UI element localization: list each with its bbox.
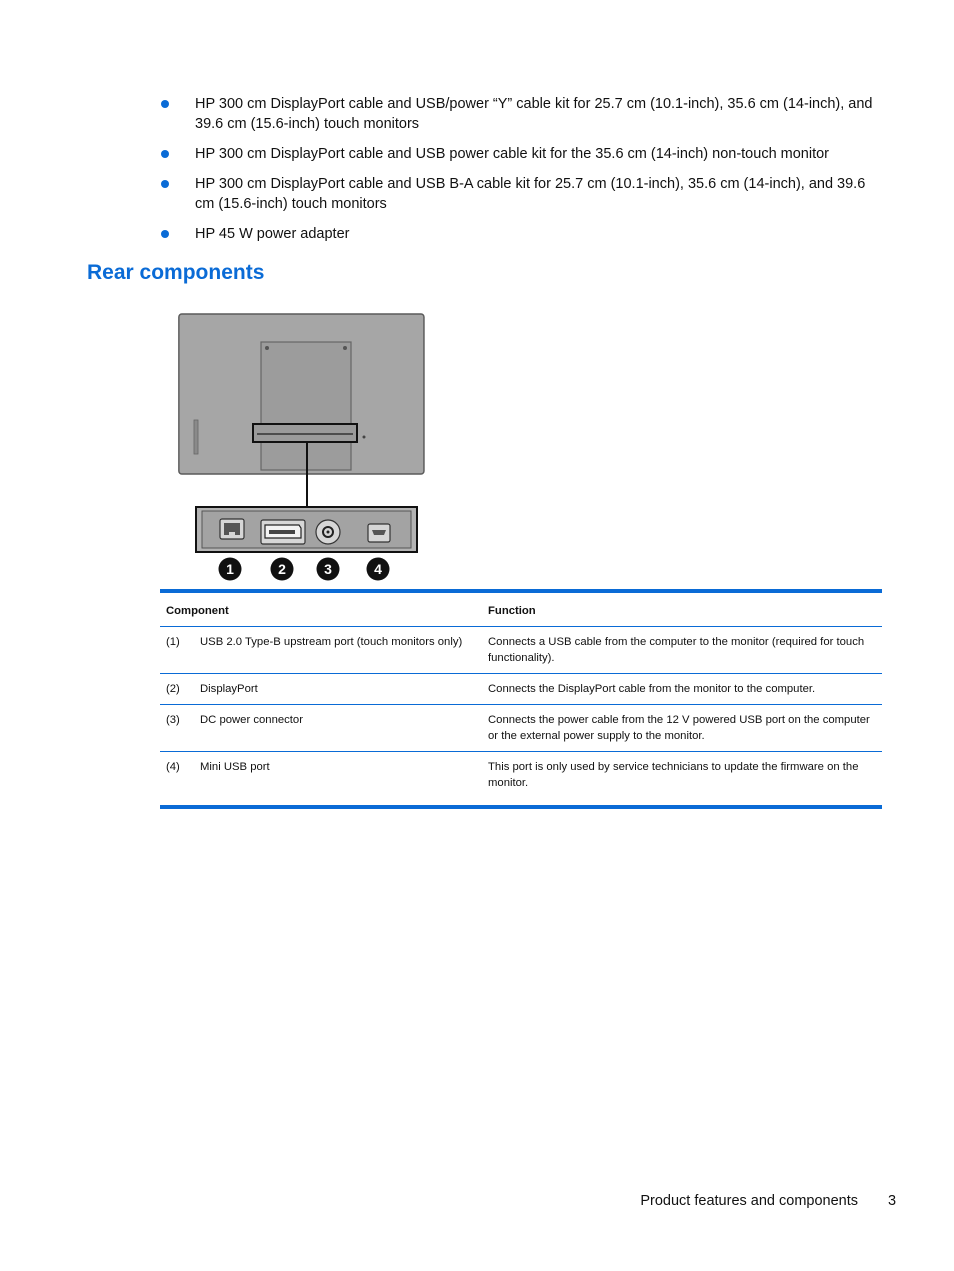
- bullet-icon: [161, 100, 169, 108]
- callout-label: 3: [324, 561, 332, 577]
- header-function: Function: [482, 591, 882, 627]
- side-buttons: [194, 420, 198, 454]
- callout-label: 1: [226, 561, 234, 577]
- section-title: Rear components: [87, 261, 265, 284]
- dc-power-connector-icon: [316, 520, 340, 544]
- row-function: This port is only used by service technicians to update the firmware on the monitor.: [488, 761, 859, 789]
- table-row: [160, 705, 882, 752]
- page-number: 3: [888, 1193, 897, 1209]
- mini-usb-port-icon: [368, 524, 390, 542]
- row-component: DC power connector: [194, 705, 482, 752]
- row-component: DisplayPort: [194, 674, 482, 705]
- callout-2: [271, 558, 294, 581]
- callout-label: 2: [278, 561, 286, 577]
- list-item: HP 300 cm DisplayPort cable and USB power cable kit for the 35.6 cm (14-inch) non-touch monitor: [160, 144, 880, 164]
- row-function: Connects a USB cable from the computer to the monitor (required for touch functionality).: [482, 627, 882, 674]
- table-row: [160, 752, 882, 808]
- bullet-icon: [161, 180, 169, 188]
- accessory-list: [160, 94, 880, 254]
- row-number: (4): [166, 761, 180, 773]
- list-item: HP 45 W power adapter: [160, 224, 880, 244]
- usb-b-port-icon: [220, 519, 244, 539]
- row-number: (2): [160, 674, 194, 705]
- rear-components-figure: [175, 310, 425, 585]
- row-component: Mini USB port: [200, 761, 270, 773]
- header-component: Component: [160, 591, 482, 627]
- callout-1: [219, 558, 242, 581]
- list-item: HP 300 cm DisplayPort cable and USB B-A cable kit for 25.7 cm (10.1-inch), 35.6 cm (14-inch), and 39.6 cm (15.6-inch) touch monitors: [160, 174, 880, 214]
- table-row: [160, 627, 882, 674]
- callout-3: [317, 558, 340, 581]
- components-table: [160, 589, 882, 809]
- row-number: (1): [160, 627, 194, 674]
- port-area-highlight: [253, 424, 357, 442]
- row-function: Connects the DisplayPort cable from the monitor to the computer.: [482, 674, 882, 705]
- footer-section-title: Product features and components: [640, 1193, 858, 1209]
- bullet-icon: [161, 230, 169, 238]
- table-header-row: [160, 591, 882, 627]
- bullet-icon: [161, 150, 169, 158]
- callout-label: 4: [374, 561, 382, 577]
- table-row: [160, 674, 882, 705]
- row-number: (3): [160, 705, 194, 752]
- row-component: USB 2.0 Type-B upstream port (touch monitors only): [194, 627, 482, 674]
- row-function: Connects the power cable from the 12 V powered USB port on the computer or the external power supply to the monitor.: [482, 705, 882, 752]
- displayport-icon: [261, 520, 305, 544]
- monitor-rear-illustration: [175, 310, 425, 585]
- callout-4: [367, 558, 390, 581]
- list-item: HP 300 cm DisplayPort cable and USB/power “Y” cable kit for 25.7 cm (10.1-inch), 35.6 cm (14-inch), and 39.6 cm (15.6-inch) touch monitors: [160, 94, 880, 134]
